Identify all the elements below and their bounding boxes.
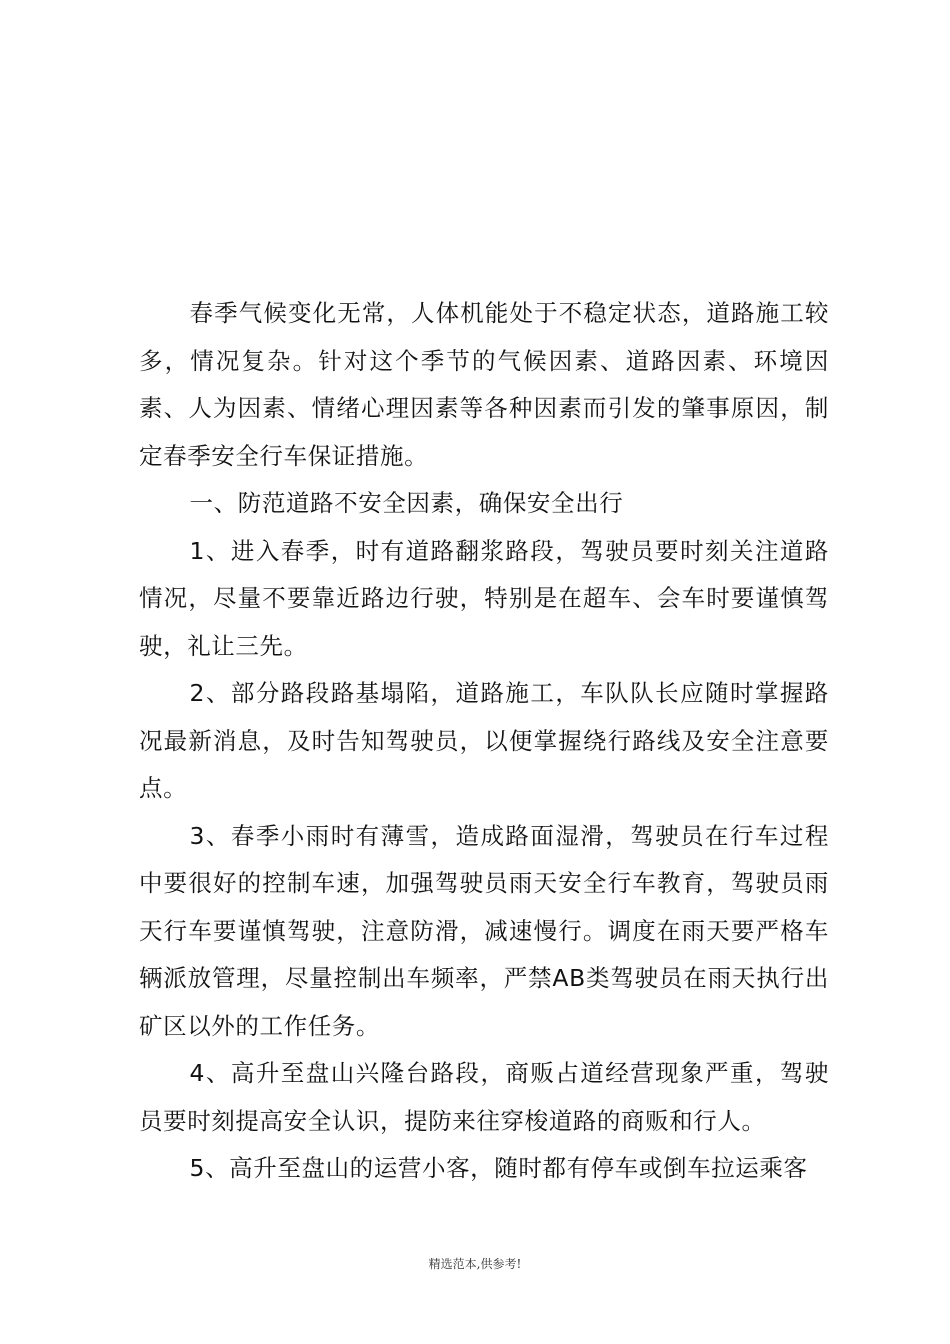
intro-paragraph: 春季气候变化无常，人体机能处于不稳定状态，道路施工较多，情况复杂。针对这个季节的气候因素、道路因素、环境因素、人为因素、情绪心理因素等各种因素而引发的肇事原因，制定春季安全行车保证措施。	[139, 299, 829, 470]
page-footer: 精选范本,供参考!	[428, 1257, 522, 1271]
item-paragraph-2: 2、部分路段路基塌陷，道路施工，车队队长应随时掌握路况最新消息，及时告知驾驶员，以便掌握绕行路线及安全注意要点。	[139, 679, 829, 802]
item-paragraph-5: 5、高升至盘山的运营小客，随时都有停车或倒车拉运乘客	[189, 1154, 808, 1182]
item-paragraph-3: 3、春季小雨时有薄雪，造成路面湿滑，驾驶员在行车过程中要很好的控制车速，加强驾驶员雨天安全行车教育，驾驶员雨天行车要谨慎驾驶，注意防滑，减速慢行。调度在雨天要严格车辆派放管理，尽量控制出车频率，严禁AB类驾驶员在雨天执行出矿区以外的工作任务。	[139, 821, 829, 1040]
section-heading: 一、防范道路不安全因素，确保安全出行	[189, 489, 624, 517]
document-body	[139, 290, 829, 1193]
item-paragraph-4: 4、高升至盘山兴隆台路段，商贩占道经营现象严重，驾驶员要时刻提高安全认识，提防来往穿梭道路的商贩和行人。	[139, 1059, 829, 1135]
item-paragraph-1: 1、进入春季，时有道路翻浆路段，驾驶员要时刻关注道路情况，尽量不要靠近路边行驶，特别是在超车、会车时要谨慎驾驶，礼让三先。	[139, 536, 829, 660]
